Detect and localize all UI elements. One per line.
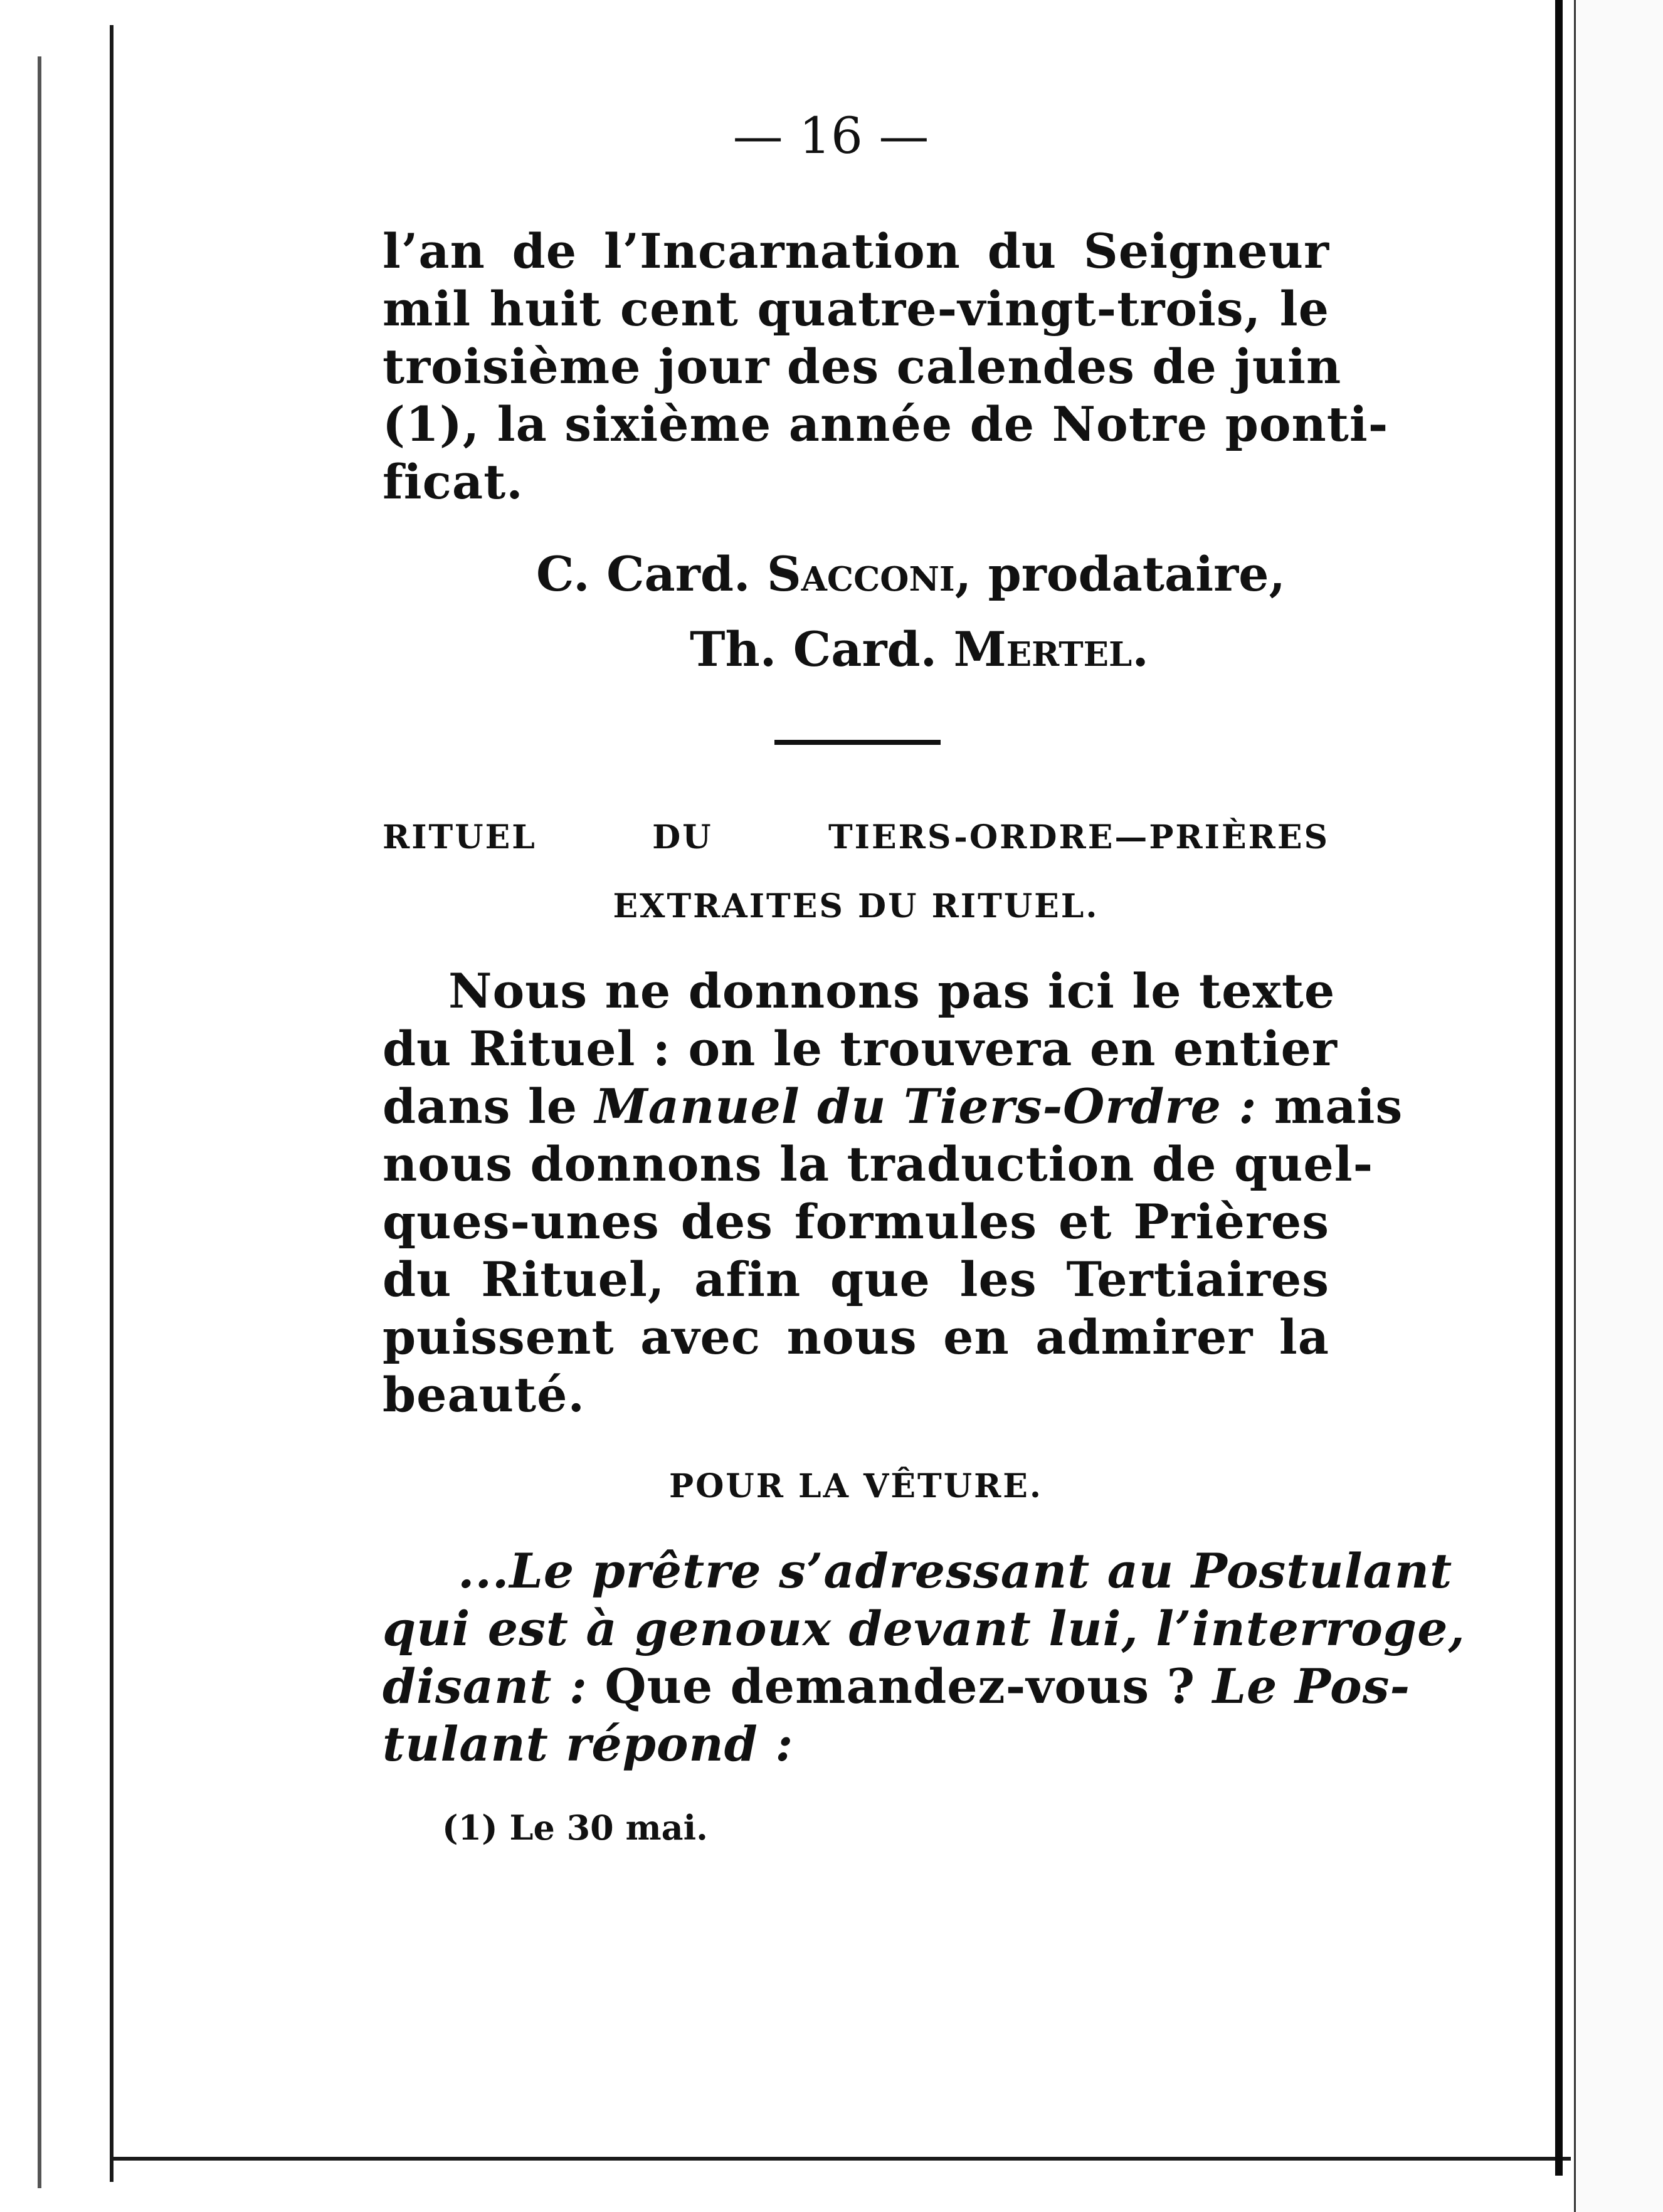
text-line: mil huit cent quatre-vingt-trois, le — [383, 281, 1329, 337]
signature-suffix: , prodataire, — [954, 546, 1286, 602]
text-fragment: Le Pos- — [1212, 1658, 1410, 1714]
text-line: ques-unes des formules et Prières — [383, 1194, 1329, 1250]
signature-mertel — [690, 621, 1149, 678]
book-title: Manuel du Tiers-Ordre : — [594, 1078, 1257, 1134]
text-line: du Rituel, afin que les Tertiaires — [383, 1251, 1329, 1307]
text-line: puissent avec nous en admirer la — [383, 1309, 1329, 1365]
text-line — [383, 1078, 1403, 1135]
text-line: qui est à genoux devant lui, l’interroge, — [383, 1601, 1465, 1656]
footnote: (1) Le 30 mai. — [442, 1808, 708, 1848]
text-line: du Rituel : on le trouvera en entier — [383, 1021, 1338, 1077]
text-line: (1), la sixième année de Notre ponti- — [383, 396, 1389, 452]
opening-paragraph — [383, 223, 1389, 511]
text-line: tulant répond : — [383, 1716, 794, 1772]
rubric-paragraph — [383, 1542, 1465, 1773]
page-right-edge — [1555, 0, 1563, 2176]
signature-name: Mertel — [953, 621, 1132, 677]
text-line — [383, 1658, 1410, 1715]
signature-suffix: . — [1132, 621, 1149, 677]
text-line: ...Le prêtre s’adressant au Postulant — [458, 1543, 1453, 1599]
page-bottom-edge — [110, 2157, 1571, 2161]
text-fragment: dans le — [383, 1078, 595, 1134]
subheading: POUR LA VÊTURE. — [668, 1467, 1043, 1505]
text-fragment: Que demandez-vous ? — [587, 1658, 1213, 1714]
horizontal-rule — [774, 740, 941, 745]
text-fragment: disant : — [383, 1658, 588, 1714]
text-fragment: mais — [1257, 1078, 1403, 1134]
section-heading-line1: RITUEL DU TIERS-ORDRE—PRIÈRES — [383, 818, 1329, 856]
text-line: beauté. — [383, 1367, 585, 1423]
section-heading-line2: EXTRAITES DU RITUEL. — [613, 887, 1099, 925]
underlying-page-edge — [38, 56, 41, 2188]
text-line: l’an de l’Incarnation du Seigneur — [383, 223, 1329, 279]
text-line: nous donnons la traduction de quel- — [383, 1136, 1374, 1192]
signature-name: Sacconi — [766, 546, 955, 602]
text-line: ficat. — [383, 454, 524, 510]
signature-sacconi — [536, 545, 1286, 603]
page-number: — 16 — — [732, 107, 929, 165]
text-line: troisième jour des calendes de juin — [383, 339, 1342, 394]
signature-prefix: Th. Card. — [690, 621, 954, 677]
text-line: Nous ne donnons pas ici le texte — [448, 963, 1336, 1019]
book-binding — [1574, 0, 1663, 2212]
intro-paragraph — [383, 962, 1403, 1424]
signature-prefix: C. Card. — [536, 546, 767, 602]
